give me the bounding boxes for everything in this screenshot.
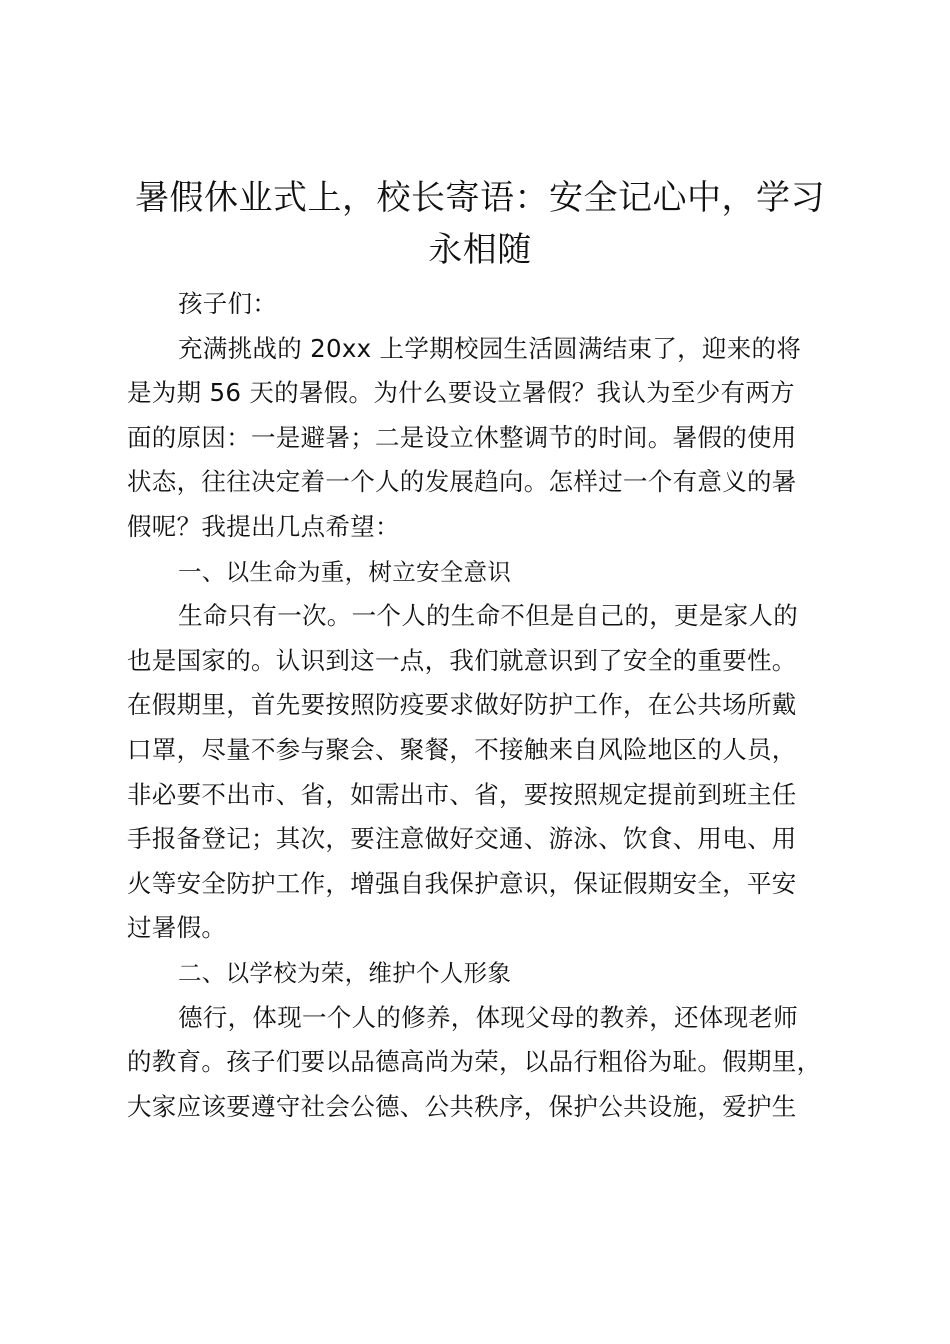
text-line: 过暑假。 xyxy=(127,913,227,943)
section-heading-safety: 一、以生命为重，树立安全意识 xyxy=(178,557,512,586)
title-line: 永相随 xyxy=(428,230,532,270)
text-line: 手报备登记；其次，要注意做好交通、游泳、饮食、用电、用 xyxy=(127,824,797,854)
text-line: 火等安全防护工作，增强自我保护意识，保证假期安全，平安 xyxy=(127,868,797,898)
text-line: 在假期里，首先要按照防疫要求做好防护工作，在公共场所戴 xyxy=(127,690,797,720)
text-line: 口罩，尽量不参与聚会、聚餐，不接触来自风险地区的人员， xyxy=(127,734,797,764)
text-line: 非必要不出市、省，如需出市、省，要按照规定提前到班主任 xyxy=(127,779,797,809)
text-line: 也是国家的。认识到这一点，我们就意识到了安全的重要性。 xyxy=(127,645,797,675)
text-line: 是为期 56 天的暑假。为什么要设立暑假？我认为至少有两方 xyxy=(127,378,795,408)
paragraph-intro xyxy=(127,327,833,550)
text-line: 大家应该要遵守社会公德、公共秩序，保护公共设施，爱护生 xyxy=(127,1091,797,1121)
document-body xyxy=(127,282,833,1129)
greeting: 孩子们： xyxy=(178,289,278,318)
text-line: 生命只有一次。一个人的生命不但是自己的，更是家人的 xyxy=(178,601,798,631)
document-title xyxy=(127,172,833,276)
paragraph-image xyxy=(127,996,833,1130)
section-heading-image: 二、以学校为荣，维护个人形象 xyxy=(178,958,512,987)
title-line: 暑假休业式上，校长寄语：安全记心中，学习 xyxy=(135,178,825,218)
text-line: 的教育。孩子们要以品德高尚为荣，以品行粗俗为耻。假期里， xyxy=(127,1047,822,1077)
text-line: 充满挑战的 20xx 上学期校园生活圆满结束了，迎来的将 xyxy=(178,333,802,363)
text-line: 德行，体现一个人的修养，体现父母的教养，还体现老师 xyxy=(178,1002,798,1032)
text-line: 假呢？我提出几点希望： xyxy=(127,511,400,541)
document-page xyxy=(127,172,833,1129)
paragraph-safety xyxy=(127,594,833,951)
text-line: 面的原因：一是避暑；二是设立休整调节的时间。暑假的使用 xyxy=(127,422,797,452)
text-line: 状态，往往决定着一个人的发展趋向。怎样过一个有意义的暑 xyxy=(127,467,797,497)
